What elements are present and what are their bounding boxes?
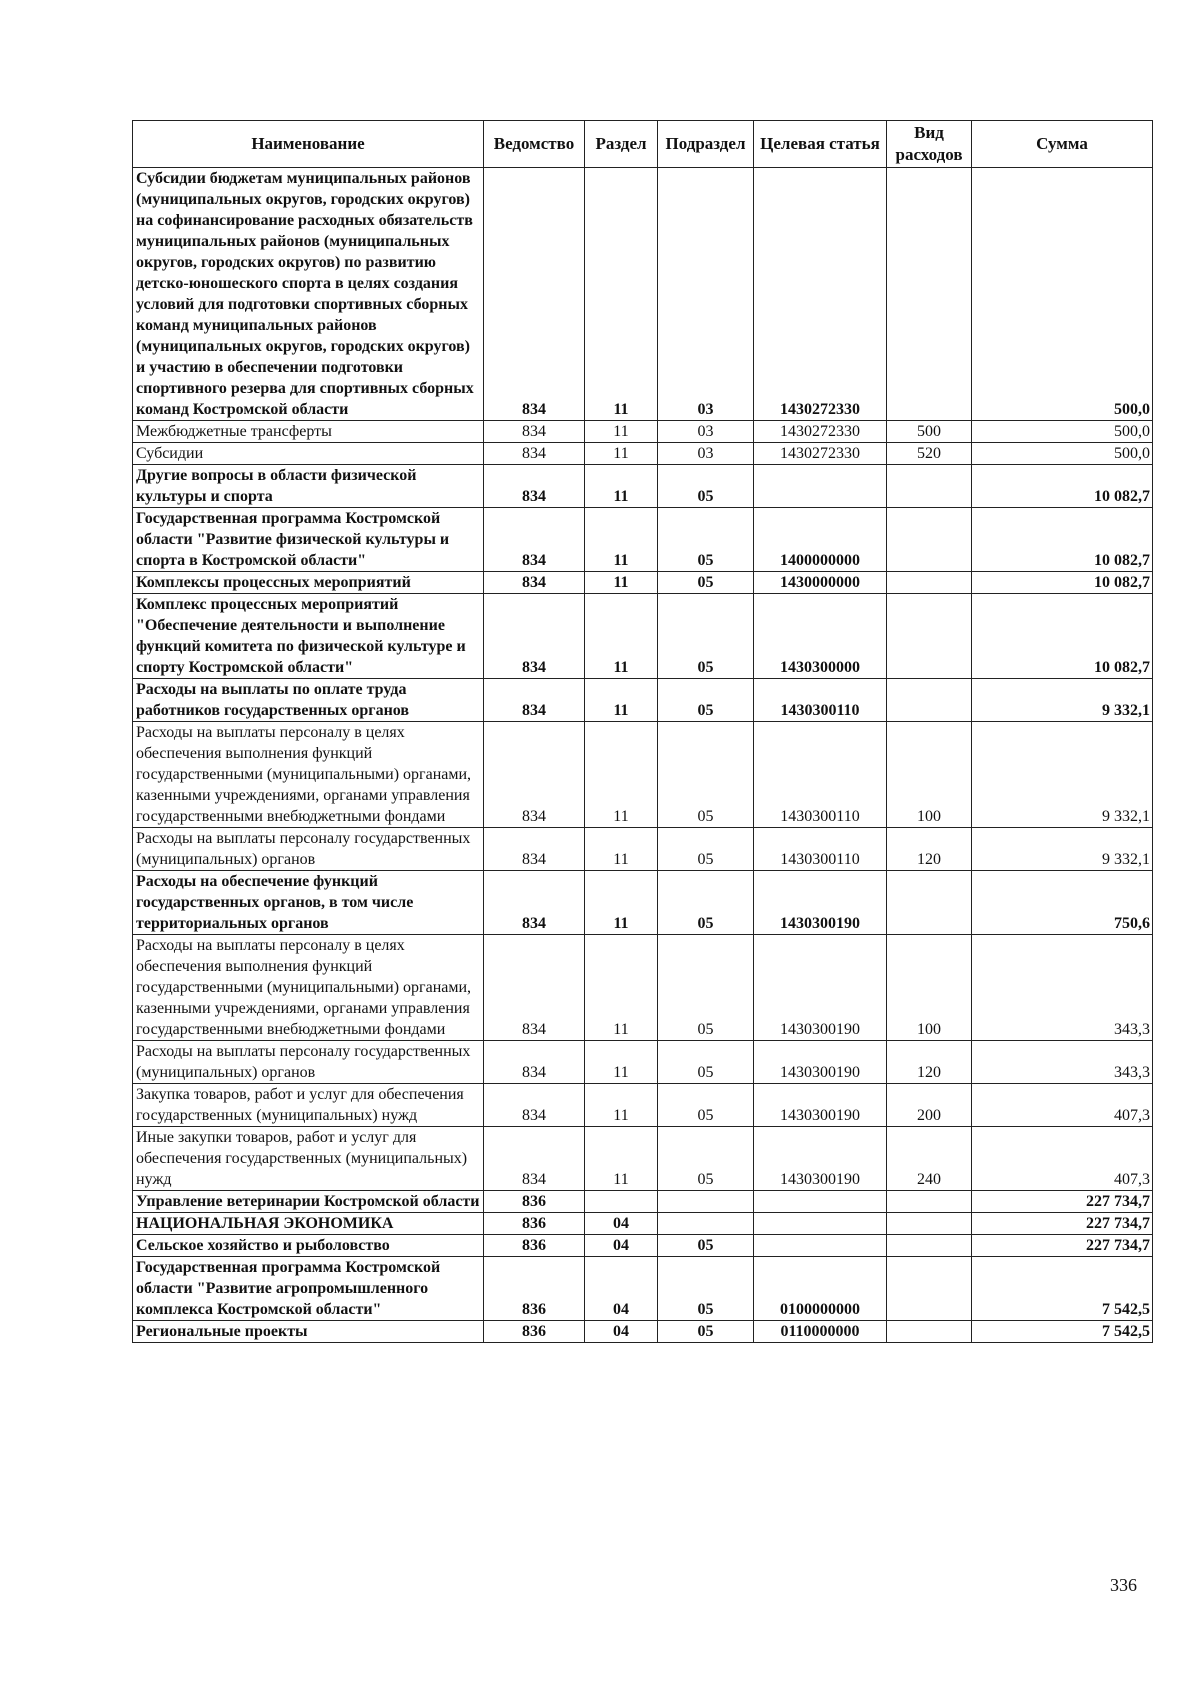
cell-expense-type: 100 [887, 935, 972, 1041]
table-row [133, 1041, 1153, 1084]
table-body [133, 168, 1153, 1343]
cell-expense-type [887, 508, 972, 572]
cell-name: Комплекс процессных мероприятий "Обеспечение деятельности и выполнение функций комитета по физической культуре и спорту Костромской области" [133, 594, 484, 679]
table-row [133, 1191, 1153, 1213]
cell-expense-type [887, 1191, 972, 1213]
cell-amount: 10 082,7 [972, 465, 1153, 508]
cell-amount: 7 542,5 [972, 1321, 1153, 1343]
cell-section: 11 [585, 828, 658, 871]
cell-subsection: 05 [658, 594, 754, 679]
page-number: 336 [1110, 1575, 1137, 1595]
cell-department: 834 [484, 1084, 585, 1127]
cell-section: 11 [585, 443, 658, 465]
cell-section: 11 [585, 168, 658, 421]
cell-amount: 227 734,7 [972, 1213, 1153, 1235]
header-amount: Сумма [972, 121, 1153, 168]
header-department: Ведомство [484, 121, 585, 168]
cell-target-article: 1430300190 [754, 935, 887, 1041]
cell-target-article: 1430300110 [754, 722, 887, 828]
cell-department: 834 [484, 1041, 585, 1084]
cell-expense-type [887, 1321, 972, 1343]
cell-name: Комплексы процессных мероприятий [133, 572, 484, 594]
table-row [133, 168, 1153, 421]
cell-department: 834 [484, 594, 585, 679]
cell-department: 836 [484, 1235, 585, 1257]
cell-amount: 227 734,7 [972, 1191, 1153, 1213]
cell-amount: 750,6 [972, 871, 1153, 935]
cell-name: Субсидии [133, 443, 484, 465]
cell-target-article [754, 1191, 887, 1213]
cell-name: Иные закупки товаров, работ и услуг для обеспечения государственных (муниципальных) нужд [133, 1127, 484, 1191]
cell-amount: 500,0 [972, 421, 1153, 443]
cell-section [585, 1191, 658, 1213]
cell-department: 834 [484, 828, 585, 871]
cell-expense-type: 120 [887, 1041, 972, 1084]
cell-amount: 407,3 [972, 1127, 1153, 1191]
cell-name: Государственная программа Костромской области "Развитие агропромышленного комплекса Костромской области" [133, 1257, 484, 1321]
cell-section: 11 [585, 1084, 658, 1127]
header-subsection: Подраздел [658, 121, 754, 168]
cell-subsection: 05 [658, 572, 754, 594]
cell-amount: 10 082,7 [972, 572, 1153, 594]
cell-amount: 343,3 [972, 935, 1153, 1041]
table-row [133, 871, 1153, 935]
cell-amount: 9 332,1 [972, 828, 1153, 871]
cell-amount: 407,3 [972, 1084, 1153, 1127]
cell-subsection: 05 [658, 679, 754, 722]
table-row [133, 421, 1153, 443]
cell-target-article: 1430300000 [754, 594, 887, 679]
cell-expense-type [887, 1235, 972, 1257]
cell-subsection: 05 [658, 508, 754, 572]
cell-target-article: 1430000000 [754, 572, 887, 594]
cell-department: 836 [484, 1191, 585, 1213]
cell-department: 834 [484, 679, 585, 722]
cell-section: 04 [585, 1235, 658, 1257]
cell-name: Государственная программа Костромской области "Развитие физической культуры и спорта в Костромской области" [133, 508, 484, 572]
cell-target-article: 1430300110 [754, 679, 887, 722]
header-expense-type: Вид расходов [887, 121, 972, 168]
cell-department: 836 [484, 1213, 585, 1235]
cell-amount: 7 542,5 [972, 1257, 1153, 1321]
cell-amount: 500,0 [972, 168, 1153, 421]
cell-subsection: 05 [658, 465, 754, 508]
cell-department: 834 [484, 168, 585, 421]
cell-department: 834 [484, 935, 585, 1041]
table-row [133, 828, 1153, 871]
cell-subsection: 03 [658, 443, 754, 465]
cell-subsection [658, 1213, 754, 1235]
budget-table [132, 120, 1153, 1343]
cell-target-article: 1430300110 [754, 828, 887, 871]
cell-target-article: 1430272330 [754, 443, 887, 465]
cell-target-article [754, 465, 887, 508]
table-row [133, 1257, 1153, 1321]
table-row [133, 508, 1153, 572]
table-row [133, 1127, 1153, 1191]
cell-subsection: 05 [658, 871, 754, 935]
cell-name: Закупка товаров, работ и услуг для обеспечения государственных (муниципальных) нужд [133, 1084, 484, 1127]
cell-subsection: 03 [658, 421, 754, 443]
cell-subsection [658, 1191, 754, 1213]
cell-name: НАЦИОНАЛЬНАЯ ЭКОНОМИКА [133, 1213, 484, 1235]
cell-expense-type [887, 1257, 972, 1321]
header-target-article: Целевая статья [754, 121, 887, 168]
cell-target-article: 1430300190 [754, 1084, 887, 1127]
cell-section: 11 [585, 935, 658, 1041]
cell-subsection: 03 [658, 168, 754, 421]
cell-section: 04 [585, 1321, 658, 1343]
table-row [133, 679, 1153, 722]
cell-section: 11 [585, 679, 658, 722]
cell-target-article: 1400000000 [754, 508, 887, 572]
cell-section: 11 [585, 871, 658, 935]
cell-expense-type: 100 [887, 722, 972, 828]
cell-name: Субсидии бюджетам муниципальных районов (муниципальных округов, городских округов) на софинансирование расходных обязательств муниципальных районов (муниципальных округов, городских округов) по развитию детско-юношеского спорта в целях создания условий для подготовки спортивных сборных команд муниципальных районов (муниципальных округов, городских округов) и участию в обеспечении подготовки спортивного резерва для спортивных сборных команд Костромской области [133, 168, 484, 421]
cell-department: 834 [484, 465, 585, 508]
cell-expense-type [887, 572, 972, 594]
cell-target-article: 1430272330 [754, 168, 887, 421]
table-header-row [133, 121, 1153, 168]
cell-section: 11 [585, 722, 658, 828]
cell-expense-type: 240 [887, 1127, 972, 1191]
cell-name: Расходы на обеспечение функций государственных органов, в том числе территориальных органов [133, 871, 484, 935]
header-section: Раздел [585, 121, 658, 168]
table-row [133, 594, 1153, 679]
cell-department: 836 [484, 1321, 585, 1343]
table-row [133, 1084, 1153, 1127]
cell-section: 11 [585, 594, 658, 679]
cell-name: Региональные проекты [133, 1321, 484, 1343]
cell-department: 834 [484, 508, 585, 572]
cell-name: Межбюджетные трансферты [133, 421, 484, 443]
cell-subsection: 05 [658, 1127, 754, 1191]
cell-subsection: 05 [658, 1257, 754, 1321]
cell-section: 04 [585, 1213, 658, 1235]
cell-name: Расходы на выплаты по оплате труда работников государственных органов [133, 679, 484, 722]
cell-target-article: 1430300190 [754, 1127, 887, 1191]
table-row [133, 572, 1153, 594]
cell-department: 836 [484, 1257, 585, 1321]
table-row [133, 1235, 1153, 1257]
cell-expense-type [887, 1213, 972, 1235]
cell-expense-type: 520 [887, 443, 972, 465]
table-row [133, 935, 1153, 1041]
cell-subsection: 05 [658, 1084, 754, 1127]
cell-expense-type [887, 465, 972, 508]
cell-department: 834 [484, 443, 585, 465]
cell-expense-type: 120 [887, 828, 972, 871]
cell-section: 11 [585, 1127, 658, 1191]
cell-subsection: 05 [658, 1041, 754, 1084]
cell-department: 834 [484, 421, 585, 443]
cell-section: 11 [585, 508, 658, 572]
table-row [133, 443, 1153, 465]
cell-subsection: 05 [658, 1235, 754, 1257]
cell-subsection: 05 [658, 722, 754, 828]
cell-expense-type: 200 [887, 1084, 972, 1127]
table-row [133, 1321, 1153, 1343]
cell-section: 11 [585, 465, 658, 508]
table-row [133, 1213, 1153, 1235]
cell-amount: 9 332,1 [972, 722, 1153, 828]
cell-expense-type: 500 [887, 421, 972, 443]
cell-subsection: 05 [658, 935, 754, 1041]
cell-name: Управление ветеринарии Костромской области [133, 1191, 484, 1213]
cell-name: Другие вопросы в области физической культуры и спорта [133, 465, 484, 508]
cell-name: Расходы на выплаты персоналу государственных (муниципальных) органов [133, 1041, 484, 1084]
cell-expense-type [887, 871, 972, 935]
cell-amount: 343,3 [972, 1041, 1153, 1084]
table-row [133, 465, 1153, 508]
cell-section: 11 [585, 572, 658, 594]
cell-name: Расходы на выплаты персоналу государственных (муниципальных) органов [133, 828, 484, 871]
cell-expense-type [887, 679, 972, 722]
cell-subsection: 05 [658, 828, 754, 871]
cell-section: 11 [585, 421, 658, 443]
cell-amount: 227 734,7 [972, 1235, 1153, 1257]
cell-section: 04 [585, 1257, 658, 1321]
cell-department: 834 [484, 1127, 585, 1191]
cell-target-article: 0100000000 [754, 1257, 887, 1321]
cell-target-article [754, 1213, 887, 1235]
cell-department: 834 [484, 572, 585, 594]
cell-department: 834 [484, 871, 585, 935]
cell-target-article: 1430272330 [754, 421, 887, 443]
cell-amount: 500,0 [972, 443, 1153, 465]
cell-name: Сельское хозяйство и рыболовство [133, 1235, 484, 1257]
cell-target-article [754, 1235, 887, 1257]
cell-expense-type [887, 594, 972, 679]
cell-target-article: 1430300190 [754, 871, 887, 935]
cell-name: Расходы на выплаты персоналу в целях обеспечения выполнения функций государственными (муниципальными) органами, казенными учреждениями, органами управления государственными внебюджетными фондами [133, 722, 484, 828]
cell-target-article: 0110000000 [754, 1321, 887, 1343]
cell-name: Расходы на выплаты персоналу в целях обеспечения выполнения функций государственными (муниципальными) органами, казенными учреждениями, органами управления государственными внебюджетными фондами [133, 935, 484, 1041]
cell-amount: 10 082,7 [972, 508, 1153, 572]
cell-section: 11 [585, 1041, 658, 1084]
header-name: Наименование [133, 121, 484, 168]
cell-expense-type [887, 168, 972, 421]
cell-amount: 10 082,7 [972, 594, 1153, 679]
cell-amount: 9 332,1 [972, 679, 1153, 722]
table-row [133, 722, 1153, 828]
cell-target-article: 1430300190 [754, 1041, 887, 1084]
cell-department: 834 [484, 722, 585, 828]
cell-subsection: 05 [658, 1321, 754, 1343]
